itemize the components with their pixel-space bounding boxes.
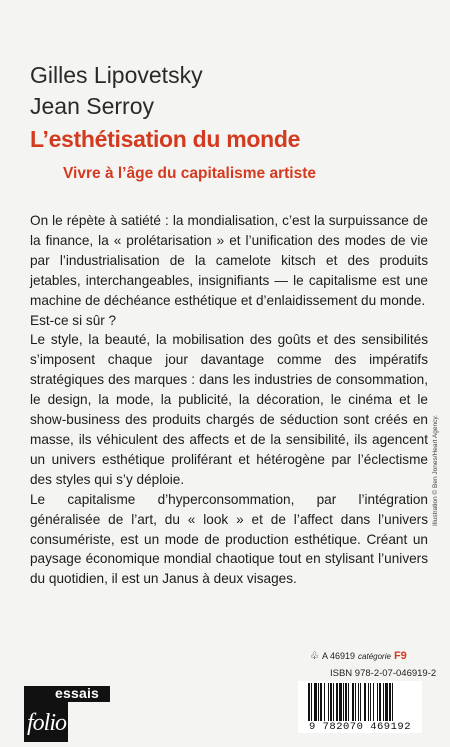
barcode <box>298 681 422 733</box>
barcode-bar <box>336 683 338 721</box>
barcode-bar <box>343 683 344 721</box>
barcode-bar <box>355 683 356 721</box>
book-title: L’esthétisation du monde <box>30 126 301 152</box>
reference-number: A 46919 <box>321 651 356 661</box>
barcode-bar <box>352 683 354 721</box>
barcode-bar <box>318 683 319 721</box>
category-code: F9 <box>393 650 407 662</box>
blurb-paragraph: Le capitalisme d’hyperconsommation, par l’intégration généralisée de l’art, du « look » et de l’affect dans l’univers consumériste, est un mode de production esthétique. Créant un paysage économique mondial chaotique tout en stylisant l’univers du quotidien, il est un Janus à deux visages. <box>30 491 428 587</box>
barcode-bar <box>389 683 391 721</box>
blurb-paragraph: On le répète à satiété : la mondialisation, c’est la surpuissance de la finance, la « prolétarisation » et l’unification des modes de vie par l’industrialisation de la camelote kitsch et des produits jetables, interchangeables, insignifiants — le capitalisme est une machine de déchéance esthétique et d’enlaidissement du monde. <box>30 213 428 308</box>
blurb-text <box>30 211 428 589</box>
barcode-bar <box>339 683 342 721</box>
barcode-bar <box>328 683 329 721</box>
barcode-bar <box>385 683 388 721</box>
author-name: Gilles Lipovetsky <box>30 62 203 88</box>
barcode-bar <box>383 683 384 721</box>
barcode-bar <box>368 683 369 721</box>
barcode-bar <box>360 683 361 721</box>
series-name: essais <box>55 685 100 701</box>
barcode-bar <box>379 683 381 721</box>
folio-logo <box>24 702 68 742</box>
blurb-paragraph: Est-ce si sûr ? <box>30 312 117 328</box>
publisher-reference <box>310 650 407 662</box>
blurb-paragraph: Le style, la beauté, la mobilisation des goûts et des sensibilités s’imposent chaque jour davantage comme des impératifs stratégiques des marques : dans les industries de consommation, le design, la mode, la publicité, la décoration, le cinéma et le show-business des produits chargés de séduction sont créés en masse, ils véhiculent des affects et de la sensibilité, ils agencent un univers esthétique proliférant et hétérogène par l’éclectisme des styles qui s’y déploie. <box>30 332 428 487</box>
logo-wordmark: folio <box>27 710 67 736</box>
authors <box>30 60 203 122</box>
barcode-bar <box>330 683 332 721</box>
barcode-bar <box>333 683 334 721</box>
isbn: ISBN 978-2-07-046919-2 <box>330 668 437 679</box>
barcode-bar <box>308 683 310 721</box>
barcode-bar <box>364 683 366 721</box>
illustration-credit: Illustration © Ben Jones/Heart Agency. <box>432 415 439 526</box>
barcode-bar <box>373 683 374 721</box>
barcode-bar <box>324 683 325 721</box>
barcode-bar <box>370 683 371 721</box>
barcode-bars <box>308 683 412 721</box>
barcode-bar <box>314 683 317 721</box>
barcode-bar <box>348 683 349 721</box>
author-name: Jean Serroy <box>30 93 155 119</box>
barcode-bar <box>392 683 393 721</box>
barcode-bar <box>358 683 359 721</box>
book-subtitle: Vivre à l’âge du capitalisme artiste <box>63 165 317 182</box>
barcode-bar <box>345 683 347 721</box>
barcode-bar <box>311 683 312 721</box>
barcode-digits: 9 782070 469192 <box>308 721 411 733</box>
barcode-bar <box>377 683 378 721</box>
category-label: catégorie <box>358 652 391 661</box>
barcode-bar <box>320 683 322 721</box>
publisher-mark-icon: ♧ <box>310 651 319 662</box>
